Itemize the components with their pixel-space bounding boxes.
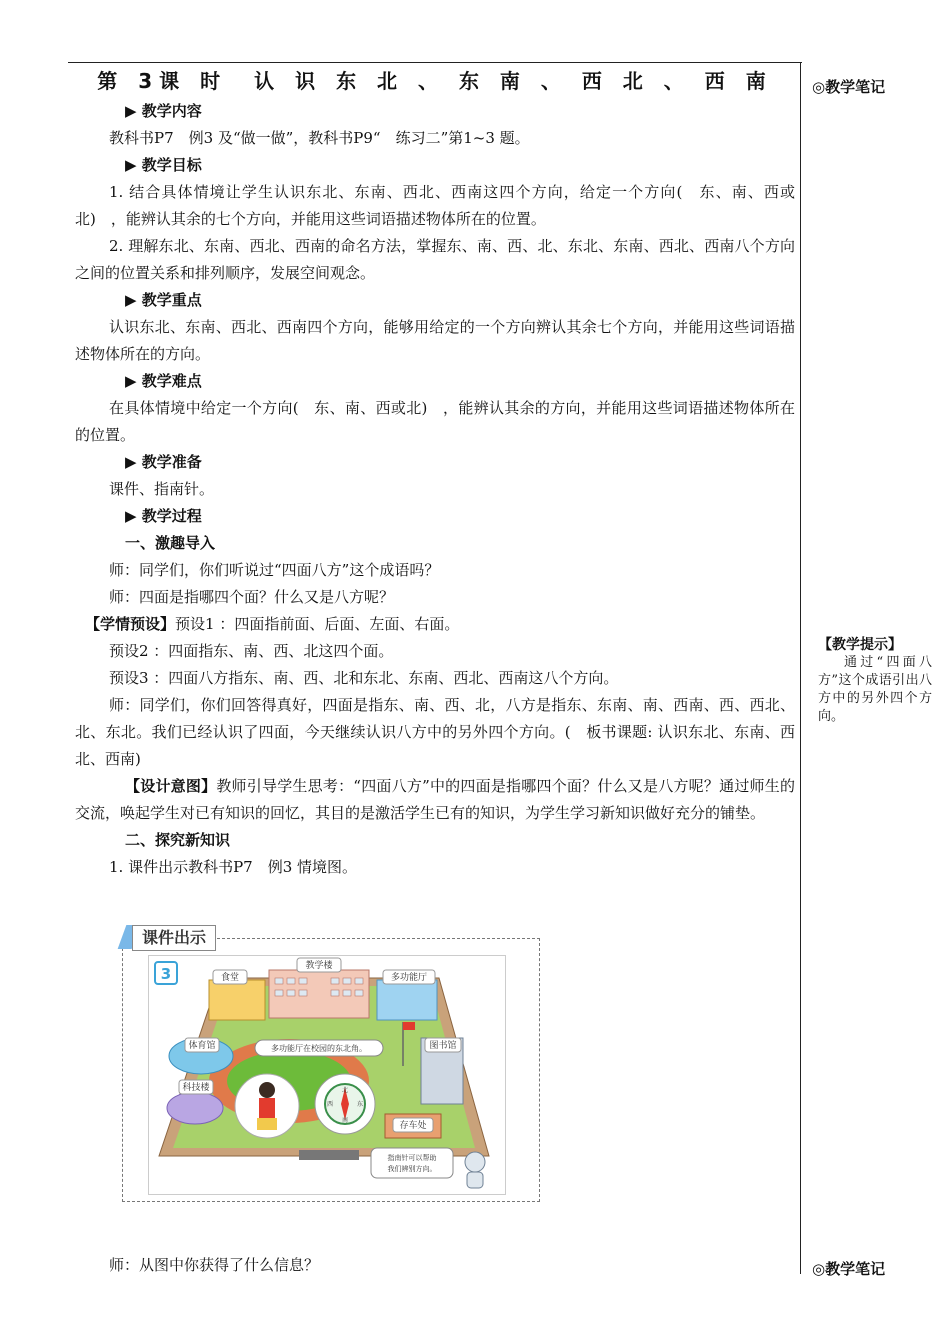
label-bike-shed: 存车处: [399, 1121, 427, 1131]
line-6: 师：同学们，你们回答得真好，四面是指东、南、西、北，八方是指东、东南、南、西南、西、西北、北、东北。我们已经认识了四面，今天继续认识八方中的另外四个方向。( 板书课题: 认识东北、东南、西北、西南): [75, 696, 795, 768]
girl-skirt: [257, 1118, 277, 1130]
content-text: 教科书P7 例3 及“做一做”，教科书P9“ 练习二”第1~3 题。: [109, 129, 530, 147]
part1-heading: 一、激趣导入: [125, 534, 216, 552]
goal-2: 2. 理解东北、东南、西北、西南的命名方法，掌握东、南、西、北、东北、东南、西北、西南八个方向之间的位置关系和排列顺序，发展空间观念。: [75, 237, 795, 282]
line-8: 1. 课件出示教科书P7 例3 情境图。: [109, 858, 358, 876]
key-text: 认识东北、东南、西北、西南四个方向，能够用给定的一个方向辨认其余七个方向，并能用这些词语描述物体所在的方向。: [75, 318, 795, 363]
goal-1: 1. 结合具体情境让学生认识东北、东南、西北、西南这四个方向，给定一个方向( 东、南、西或北) ，能辨认其余的七个方向，并能用这些词语描述物体所在的位置。: [75, 183, 795, 228]
margin-rule: [800, 62, 801, 1274]
robot-head: [465, 1152, 485, 1172]
compass-south: 南: [341, 1117, 349, 1124]
school-gate: [299, 1150, 359, 1160]
line-3: [75, 611, 795, 638]
difficulty-text: 在具体情境中给定一个方向( 东、南、西或北) ，能辨认其余的方向，并能用这些词语描述物体所在的位置。: [75, 399, 795, 444]
design-tag: 【设计意图】: [125, 777, 217, 795]
preset-1: 预设1 ：四面指前面、后面、左面、右面。: [175, 615, 460, 633]
prep-heading: ▶ 教学准备: [125, 453, 202, 471]
label-multi-hall: 多功能厅: [390, 973, 428, 983]
notes-label-top: ◎教学笔记: [812, 78, 886, 96]
label-canteen: 食堂: [220, 973, 240, 983]
compass-north: 北: [341, 1087, 349, 1094]
teaching-building: [269, 970, 369, 1018]
key-heading: ▶ 教学重点: [125, 291, 202, 309]
flag: [403, 1022, 415, 1030]
goals-heading: ▶ 教学目标: [125, 156, 202, 174]
design-text: 教师引导学生思考：“四面八方”中的四面是指哪四个面？什么又是八方呢？通过师生的交流，唤起学生对已有知识的回忆，其目的是激活学生已有的知识，为学生学习新知识做好充分的铺垫。: [75, 777, 795, 822]
robot-speech-line1: 指南针可以帮助: [387, 1154, 437, 1162]
campus-scene: [148, 955, 506, 1195]
preset-tag: 【学情预设】: [85, 615, 176, 633]
tip-title: 【教学提示】: [818, 637, 902, 653]
robot-speech-bubble: [371, 1148, 453, 1178]
robot-speech-line2: 我们辨别方向。: [387, 1165, 437, 1173]
lesson-title: 第 3课 时 认 识 东 北 、 东 南 、 西 北 、 西 南: [97, 69, 773, 93]
line-5: 预设3 ：四面八方指东、南、西、北和东北、东南、西北、西南这八个方向。: [109, 669, 619, 687]
campus-illustration: [149, 956, 505, 1194]
label-teaching-building: 教学楼: [305, 961, 333, 971]
part2-heading: 二、探究新知识: [125, 831, 231, 849]
compass-west: 西: [326, 1101, 334, 1108]
lesson-body: [75, 66, 795, 881]
label-gym: 体育馆: [188, 1041, 216, 1051]
girl-speech-text: 多功能厅在校园的东北角。: [271, 1044, 367, 1053]
multi-function-hall: [377, 980, 437, 1020]
canteen: [209, 980, 265, 1020]
line-1: 师：同学们，你们听说过“四面八方”这个成语吗？: [109, 561, 440, 579]
label-library: 图书馆: [429, 1041, 457, 1051]
tip-body: 通过“四面八方”这个成语引出八方中的另外四个方向。: [818, 655, 932, 724]
content-heading: ▶ 教学内容: [125, 102, 202, 120]
difficulty-heading: ▶ 教学难点: [125, 372, 202, 390]
example-number: 3: [160, 965, 172, 983]
line-9: 师：从图中你获得了什么信息？: [109, 1256, 320, 1274]
line-4: 预设2 ：四面指东、南、西、北这四个面。: [109, 642, 394, 660]
line-2: 师：四面是指哪四个面？什么又是八方呢？: [109, 588, 395, 606]
line-7: [75, 773, 795, 827]
girl-shirt: [259, 1098, 275, 1118]
teaching-tip: [818, 636, 932, 726]
girl-head: [259, 1082, 275, 1098]
notes-label-bottom: ◎教学笔记: [812, 1260, 886, 1278]
robot-body: [467, 1172, 483, 1188]
prep-text: 课件、指南针。: [109, 480, 215, 498]
compass-east: 东: [356, 1101, 364, 1108]
label-tech-building: 科技楼: [182, 1083, 210, 1093]
tech-building: [167, 1092, 223, 1124]
courseware-tag: 课件出示: [132, 925, 216, 951]
top-rule: [68, 62, 802, 63]
process-heading: ▶ 教学过程: [125, 507, 202, 525]
